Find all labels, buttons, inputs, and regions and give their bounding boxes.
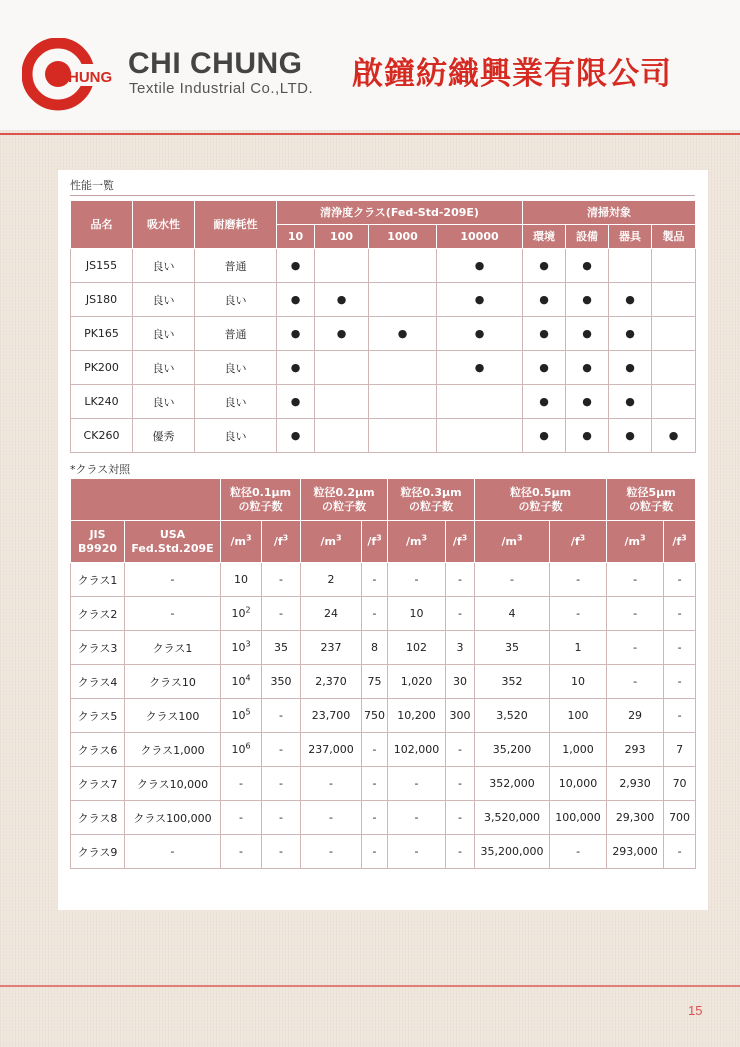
- table-row: [71, 801, 696, 835]
- header-unit-f3: [550, 521, 607, 563]
- cell-v01m: [221, 733, 262, 767]
- value-exponent: 4: [245, 673, 251, 683]
- header-particle-group: 粒径0.2μm の粒子数: [301, 479, 388, 521]
- cell-v5f: 700: [664, 801, 696, 835]
- cell-mark: [437, 249, 523, 283]
- cell-v05f: 100: [550, 699, 607, 733]
- cell-v02f: -: [362, 597, 388, 631]
- cell-mark: [652, 283, 696, 317]
- cell-v03m: -: [388, 835, 446, 869]
- dot-marker: ●: [290, 327, 301, 340]
- cell-v01m: [221, 801, 262, 835]
- cell-name: LK240: [71, 385, 133, 419]
- header-unit-m3: [475, 521, 550, 563]
- cell-mark: [315, 351, 369, 385]
- cell-mark: [652, 385, 696, 419]
- cell-absorb: 良い: [133, 351, 195, 385]
- cell-v01f: -: [262, 563, 301, 597]
- cell-v05m: 352,000: [475, 767, 550, 801]
- unit-exponent: 3: [461, 532, 468, 542]
- cell-mark: [566, 385, 609, 419]
- cell-mark: [652, 419, 696, 453]
- cell-v5f: -: [664, 631, 696, 665]
- dot-marker: ●: [625, 327, 635, 340]
- cell-v02f: -: [362, 767, 388, 801]
- unit-label: /m: [501, 534, 517, 548]
- cell-v05f: 100,000: [550, 801, 607, 835]
- dot-marker: ●: [474, 361, 485, 374]
- header-particle-group: 粒径0.1μm の粒子数: [221, 479, 301, 521]
- header-unit-m3: [221, 521, 262, 563]
- value-base: -: [239, 811, 243, 824]
- cell-v03m: 102,000: [388, 733, 446, 767]
- cell-mark: [566, 419, 609, 453]
- cell-v01f: 350: [262, 665, 301, 699]
- value-base: 10: [231, 709, 246, 722]
- cell-v03m: 1,020: [388, 665, 446, 699]
- cell-v01f: -: [262, 699, 301, 733]
- cell-v03f: -: [446, 597, 475, 631]
- cell-usa: クラス100: [125, 699, 221, 733]
- value-exponent: 3: [245, 639, 251, 649]
- cell-v05m: 352: [475, 665, 550, 699]
- cell-v5f: -: [664, 835, 696, 869]
- unit-exponent: 3: [681, 532, 687, 542]
- cell-mark: [609, 283, 652, 317]
- cell-wear: 良い: [195, 419, 277, 453]
- cell-absorb: 良い: [133, 249, 195, 283]
- value-base: 10: [234, 573, 248, 586]
- cell-mark: [277, 419, 315, 453]
- company-logo: [22, 38, 122, 118]
- cell-v03m: 102: [388, 631, 446, 665]
- cell-usa: クラス100,000: [125, 801, 221, 835]
- cell-usa: クラス10: [125, 665, 221, 699]
- header-target-col: 環境: [523, 225, 566, 249]
- cell-mark: [369, 249, 437, 283]
- cell-v05f: 10: [550, 665, 607, 699]
- cell-v03m: 10,200: [388, 699, 446, 733]
- cell-v03f: -: [446, 563, 475, 597]
- cell-v03f: 30: [446, 665, 475, 699]
- cell-usa: クラス10,000: [125, 767, 221, 801]
- dot-marker: ●: [336, 327, 347, 340]
- cell-mark: [315, 317, 369, 351]
- cell-mark: [315, 385, 369, 419]
- cell-mark: [315, 419, 369, 453]
- cell-mark: [652, 351, 696, 385]
- dot-marker: ●: [625, 395, 635, 408]
- header-absorb: 吸水性: [133, 201, 195, 249]
- cell-v5m: 293: [607, 733, 664, 767]
- cell-v01f: 35: [262, 631, 301, 665]
- value-base: -: [239, 845, 243, 858]
- cell-mark: [315, 283, 369, 317]
- cell-v5m: 29: [607, 699, 664, 733]
- value-base: -: [239, 777, 243, 790]
- cell-usa: クラス1,000: [125, 733, 221, 767]
- cell-v5f: -: [664, 563, 696, 597]
- dot-marker: ●: [539, 293, 549, 306]
- cell-jis: クラス7: [71, 767, 125, 801]
- cell-v02m: -: [301, 767, 362, 801]
- value-base: 10: [231, 675, 246, 688]
- table-row: [71, 385, 696, 419]
- unit-label: /f: [570, 534, 580, 548]
- cell-v01f: -: [262, 733, 301, 767]
- cell-mark: [369, 283, 437, 317]
- unit-exponent: 3: [245, 532, 252, 542]
- dot-marker: ●: [582, 429, 592, 442]
- cell-v03f: -: [446, 767, 475, 801]
- cell-wear: 普通: [195, 249, 277, 283]
- header-clean-col: 1000: [369, 225, 437, 249]
- table-row: [71, 317, 696, 351]
- cell-mark: [609, 317, 652, 351]
- table-row: [71, 351, 696, 385]
- header-blank: [71, 479, 221, 521]
- cell-v01m: [221, 563, 262, 597]
- unit-label: /m: [406, 534, 422, 548]
- header-clean-col: 100: [315, 225, 369, 249]
- cell-mark: [566, 351, 609, 385]
- cell-name: JS180: [71, 283, 133, 317]
- unit-exponent: 3: [421, 532, 428, 542]
- cell-v05m: -: [475, 563, 550, 597]
- value-base: 10: [231, 641, 246, 654]
- cell-v05f: -: [550, 835, 607, 869]
- cell-mark: [652, 249, 696, 283]
- cell-v5m: -: [607, 665, 664, 699]
- cell-v03m: 10: [388, 597, 446, 631]
- unit-label: /f: [367, 534, 377, 548]
- cell-mark: [523, 385, 566, 419]
- cell-jis: クラス2: [71, 597, 125, 631]
- cell-wear: 良い: [195, 385, 277, 419]
- cell-v03f: 300: [446, 699, 475, 733]
- cell-v5m: -: [607, 631, 664, 665]
- cell-v5f: -: [664, 699, 696, 733]
- header-particle-group: 粒径5μm の粒子数: [607, 479, 696, 521]
- cell-wear: 普通: [195, 317, 277, 351]
- cell-jis: クラス1: [71, 563, 125, 597]
- cell-mark: [523, 351, 566, 385]
- dot-marker: ●: [290, 259, 301, 272]
- cell-mark: [566, 317, 609, 351]
- performance-title: 性能一覧: [70, 179, 114, 192]
- header-name: 品名: [71, 201, 133, 249]
- cell-v03f: 3: [446, 631, 475, 665]
- cell-v02m: 24: [301, 597, 362, 631]
- dot-marker: ●: [582, 395, 592, 408]
- dot-marker: ●: [625, 361, 635, 374]
- table-row: [71, 597, 696, 631]
- header-wear: 耐磨耗性: [195, 201, 277, 249]
- cell-v05m: 3,520,000: [475, 801, 550, 835]
- cell-v03f: -: [446, 835, 475, 869]
- dot-marker: ●: [582, 327, 592, 340]
- header-target-col: 製品: [652, 225, 696, 249]
- cell-mark: [523, 317, 566, 351]
- cell-mark: [315, 249, 369, 283]
- cell-mark: [277, 283, 315, 317]
- header-clean-class: 清浄度クラス(Fed-Std-209E): [277, 201, 523, 225]
- cell-v02m: 2,370: [301, 665, 362, 699]
- table-row: [71, 733, 696, 767]
- table-row: [71, 283, 696, 317]
- header-clean-col: 10000: [437, 225, 523, 249]
- unit-label: /f: [672, 534, 682, 548]
- cell-absorb: 良い: [133, 283, 195, 317]
- cell-mark: [609, 249, 652, 283]
- bottom-red-line: [0, 985, 740, 987]
- cell-v03m: -: [388, 767, 446, 801]
- cell-v02f: 8: [362, 631, 388, 665]
- table-row: [71, 665, 696, 699]
- dot-marker: ●: [290, 361, 301, 374]
- unit-label: /m: [624, 534, 641, 548]
- cell-v02f: -: [362, 835, 388, 869]
- cell-mark: [277, 385, 315, 419]
- cell-v05m: 35,200,000: [475, 835, 550, 869]
- cell-v5f: -: [664, 597, 696, 631]
- cell-v5m: 29,300: [607, 801, 664, 835]
- table-row: [71, 699, 696, 733]
- cell-v02m: -: [301, 801, 362, 835]
- cell-v5m: 293,000: [607, 835, 664, 869]
- header-unit-m3: [607, 521, 664, 563]
- dot-marker: ●: [582, 361, 592, 374]
- value-exponent: 5: [245, 707, 251, 717]
- cell-mark: [437, 283, 523, 317]
- dot-marker: ●: [539, 429, 549, 442]
- cell-mark: [369, 385, 437, 419]
- company-name-cn: 啟鐘紡織興業有限公司: [352, 56, 672, 92]
- table-row: [71, 419, 696, 453]
- header-jis: JIS B9920: [71, 521, 125, 563]
- cell-mark: [369, 351, 437, 385]
- unit-exponent: 3: [579, 532, 586, 542]
- cell-v5m: 2,930: [607, 767, 664, 801]
- cell-name: JS155: [71, 249, 133, 283]
- unit-exponent: 3: [517, 532, 523, 542]
- cell-mark: [277, 317, 315, 351]
- cell-mark: [652, 317, 696, 351]
- header-usa: USA Fed.Std.209E: [125, 521, 221, 563]
- unit-exponent: 3: [376, 532, 382, 542]
- unit-label: /f: [452, 534, 462, 548]
- cell-v01f: -: [262, 597, 301, 631]
- header-clean-target: 清掃対象: [523, 201, 696, 225]
- cell-mark: [437, 419, 523, 453]
- unit-label: /m: [230, 534, 246, 548]
- cell-absorb: 優秀: [133, 419, 195, 453]
- cell-v05m: 35: [475, 631, 550, 665]
- unit-label: /f: [273, 534, 283, 548]
- unit-label: /m: [320, 534, 336, 548]
- cell-mark: [523, 283, 566, 317]
- cell-v05f: 10,000: [550, 767, 607, 801]
- value-base: 10: [231, 743, 246, 756]
- cell-mark: [437, 351, 523, 385]
- dot-marker: ●: [625, 429, 635, 442]
- dot-marker: ●: [539, 327, 549, 340]
- dot-marker: ●: [474, 259, 485, 272]
- cell-usa: クラス1: [125, 631, 221, 665]
- cell-v02f: -: [362, 563, 388, 597]
- cell-wear: 良い: [195, 351, 277, 385]
- cell-mark: [277, 351, 315, 385]
- class-compare-title: *クラス対照: [70, 463, 131, 476]
- cell-v5m: -: [607, 597, 664, 631]
- unit-exponent: 3: [335, 532, 342, 542]
- table-row: [71, 631, 696, 665]
- header-target-col: 設備: [566, 225, 609, 249]
- cell-mark: [566, 283, 609, 317]
- value-exponent: 2: [245, 605, 251, 615]
- cell-v05m: 35,200: [475, 733, 550, 767]
- cell-mark: [369, 317, 437, 351]
- header-particle-group: 粒径0.3μm の粒子数: [388, 479, 475, 521]
- cell-mark: [566, 249, 609, 283]
- header-unit-m3: [388, 521, 446, 563]
- cell-jis: クラス3: [71, 631, 125, 665]
- cell-name: PK165: [71, 317, 133, 351]
- cell-absorb: 良い: [133, 317, 195, 351]
- cell-v02m: 2: [301, 563, 362, 597]
- cell-mark: [437, 385, 523, 419]
- cell-v03m: -: [388, 801, 446, 835]
- cell-mark: [609, 351, 652, 385]
- cell-mark: [523, 249, 566, 283]
- cell-v01f: -: [262, 801, 301, 835]
- table-row: [71, 563, 696, 597]
- dot-marker: ●: [290, 429, 301, 442]
- page-number: 15: [688, 1003, 703, 1018]
- page-header: [0, 0, 740, 130]
- class-compare-table: [70, 478, 696, 869]
- company-subtitle: Textile Industrial Co.,LTD.: [129, 80, 314, 97]
- cell-jis: クラス4: [71, 665, 125, 699]
- table-row: [71, 835, 696, 869]
- dot-marker: ●: [539, 259, 549, 272]
- cell-v02f: 750: [362, 699, 388, 733]
- dot-marker: ●: [539, 395, 549, 408]
- cell-usa: -: [125, 563, 221, 597]
- cell-wear: 良い: [195, 283, 277, 317]
- cell-v01m: [221, 699, 262, 733]
- header-target-col: 器具: [609, 225, 652, 249]
- company-name-en: CHI CHUNG: [128, 47, 303, 80]
- dot-marker: ●: [625, 293, 635, 306]
- cell-v01f: -: [262, 767, 301, 801]
- cell-v03f: -: [446, 733, 475, 767]
- cell-jis: クラス8: [71, 801, 125, 835]
- cell-mark: [437, 317, 523, 351]
- cell-v01m: [221, 597, 262, 631]
- cell-v5f: 7: [664, 733, 696, 767]
- cell-v02f: 75: [362, 665, 388, 699]
- cell-v5m: -: [607, 563, 664, 597]
- cell-v01m: [221, 631, 262, 665]
- header-unit-f3: [664, 521, 696, 563]
- cell-v5f: 70: [664, 767, 696, 801]
- cell-v05m: 3,520: [475, 699, 550, 733]
- header-unit-f3: [446, 521, 475, 563]
- logo-text: HUNG: [68, 69, 113, 86]
- cell-v02f: -: [362, 733, 388, 767]
- dot-marker: ●: [290, 395, 301, 408]
- unit-exponent: 3: [282, 532, 289, 542]
- dot-marker: ●: [397, 327, 408, 340]
- cell-v03f: -: [446, 801, 475, 835]
- value-exponent: 6: [245, 741, 251, 751]
- title-divider: [70, 195, 695, 196]
- cell-v05f: -: [550, 597, 607, 631]
- cell-name: PK200: [71, 351, 133, 385]
- cell-v02f: -: [362, 801, 388, 835]
- cell-usa: -: [125, 835, 221, 869]
- cell-jis: クラス9: [71, 835, 125, 869]
- cell-v01m: [221, 665, 262, 699]
- cell-v01m: [221, 767, 262, 801]
- cell-absorb: 良い: [133, 385, 195, 419]
- table-row: [71, 767, 696, 801]
- header-unit-f3: [362, 521, 388, 563]
- dot-marker: ●: [668, 429, 679, 442]
- cell-jis: クラス5: [71, 699, 125, 733]
- dot-marker: ●: [539, 361, 549, 374]
- cell-jis: クラス6: [71, 733, 125, 767]
- dot-marker: ●: [582, 293, 592, 306]
- dot-marker: ●: [290, 293, 301, 306]
- cell-v02m: -: [301, 835, 362, 869]
- cell-mark: [369, 419, 437, 453]
- dot-marker: ●: [474, 327, 485, 340]
- cell-v02m: 23,700: [301, 699, 362, 733]
- value-base: 10: [231, 607, 246, 620]
- unit-exponent: 3: [640, 532, 646, 542]
- cell-v05f: 1,000: [550, 733, 607, 767]
- cell-usa: -: [125, 597, 221, 631]
- dot-marker: ●: [474, 293, 485, 306]
- dot-marker: ●: [336, 293, 347, 306]
- cell-mark: [523, 419, 566, 453]
- cell-v05m: 4: [475, 597, 550, 631]
- cell-v03m: -: [388, 563, 446, 597]
- cell-v05f: -: [550, 563, 607, 597]
- cell-mark: [609, 419, 652, 453]
- top-red-line: [0, 133, 740, 135]
- cell-v5f: -: [664, 665, 696, 699]
- cell-v01m: [221, 835, 262, 869]
- cell-v02m: 237,000: [301, 733, 362, 767]
- header-unit-f3: [262, 521, 301, 563]
- performance-table: [70, 200, 696, 453]
- header-unit-m3: [301, 521, 362, 563]
- dot-marker: ●: [582, 259, 592, 272]
- cell-v01f: -: [262, 835, 301, 869]
- cell-v02m: 237: [301, 631, 362, 665]
- cell-v05f: 1: [550, 631, 607, 665]
- cell-name: CK260: [71, 419, 133, 453]
- cell-mark: [277, 249, 315, 283]
- header-clean-col: 10: [277, 225, 315, 249]
- table-row: [71, 249, 696, 283]
- header-particle-group: 粒径0.5μm の粒子数: [475, 479, 607, 521]
- cell-mark: [609, 385, 652, 419]
